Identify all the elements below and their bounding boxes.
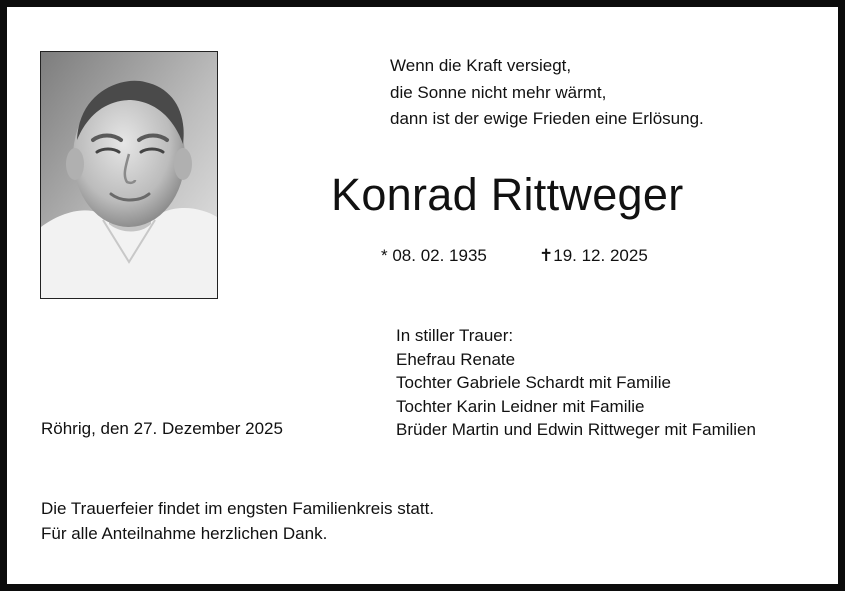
mourner-line: Tochter Karin Leidner mit Familie <box>396 396 645 416</box>
closing-note <box>41 496 434 546</box>
poem-line: dann ist der ewige Frieden eine Erlösung. <box>390 109 704 128</box>
mourner-line: Ehefrau Renate <box>396 349 516 369</box>
mourners-heading: In stiller Trauer: <box>396 326 514 345</box>
poem-verse <box>390 53 704 133</box>
death-date: ✝19. 12. 2025 <box>539 246 648 265</box>
poem-line: Wenn die Kraft versiegt, <box>390 56 572 75</box>
poem-line: die Sonne nicht mehr wärmt, <box>390 82 607 102</box>
birth-date: * 08. 02. 1935 <box>381 246 487 265</box>
mourners-list <box>396 324 756 442</box>
mourner-line: Brüder Martin und Edwin Rittweger mit Familien <box>396 420 756 439</box>
portrait-photo <box>40 51 218 299</box>
closing-line: Die Trauerfeier findet im engsten Familienkreis statt. <box>41 499 435 518</box>
closing-line: Für alle Anteilnahme herzlichen Dank. <box>41 524 328 543</box>
place-and-date: Röhrig, den 27. Dezember 2025 <box>41 419 283 438</box>
deceased-name: Konrad Rittweger <box>331 169 684 220</box>
mourner-line: Tochter Gabriele Schardt mit Familie <box>396 373 671 392</box>
